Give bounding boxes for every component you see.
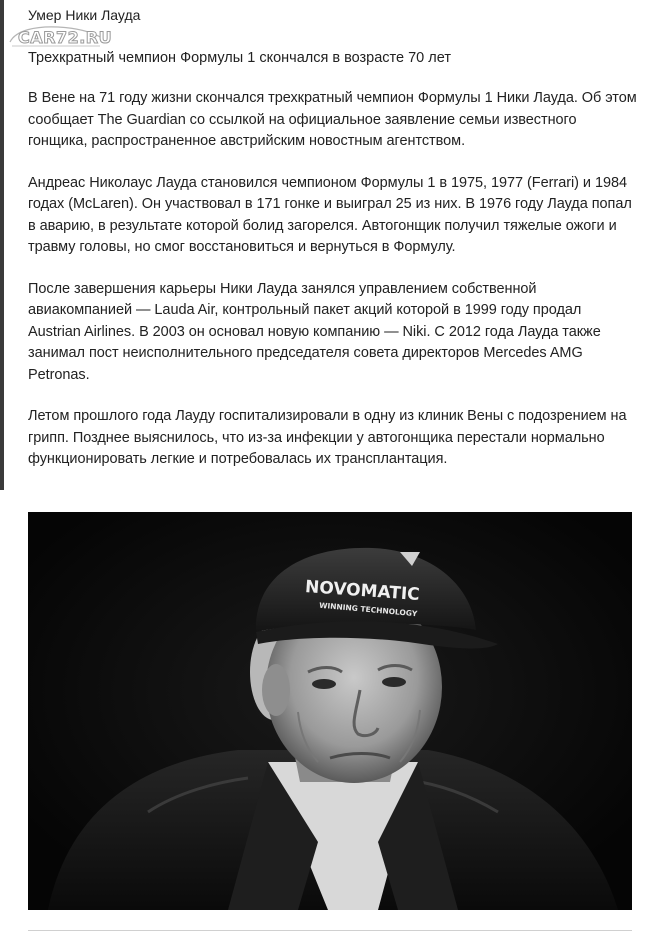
portrait-image	[28, 512, 632, 910]
article-paragraph-4: Летом прошлого года Лауду госпитализировали в одну из клиник Вены с подозрением на грипп. Позднее выяснилось, что из-за инфекции у автогонщика перестали нормально функционировать легкие и потребовалась их трансплантация.	[28, 408, 627, 467]
article-headline: Умер Ники Лауда	[28, 7, 141, 23]
cap-logo-text: NOVOMATIC	[304, 577, 421, 605]
divider	[28, 930, 632, 931]
watermark-text: CAR72.RU	[18, 28, 113, 47]
article-subtitle: Трехкратный чемпион Формулы 1 скончался в возрасте 70 лет	[28, 50, 451, 66]
article-paragraph-3: После завершения карьеры Ники Лауда занялся управлением собственной авиакомпанией — Lauda Air, контрольный пакет акций которой в 1999 году продал Austrian Airlines. В 2003 он основал новую компанию — Niki. С 2012 года Лауда также занимал пост неисполнительного председателя совета директоров Mercedes AMG Petronas.	[28, 280, 601, 383]
article-paragraph-2: Андреас Николаус Лауда становился чемпионом Формулы 1 в 1975, 1977 (Ferrari) и 1984 годах (McLaren). Он участвовал в 171 гонке и выиграл 25 из них. В 1976 году Лауда попал в аварию, в результате которой болид загорелся. Автогонщик получил тяжелые ожоги и травму головы, но смог восстановиться и вернуться в Формулу.	[28, 174, 632, 255]
article-paragraph-1: В Вене на 71 году жизни скончался трехкратный чемпион Формулы 1 Ники Лауда. Об этом сообщает The Guardian со ссылкой на официальное заявление семьи известного гонщика, распространенное австрийским новостным агентством.	[28, 90, 637, 149]
article-photo	[28, 512, 632, 910]
article	[28, 0, 638, 471]
left-border	[0, 0, 4, 490]
cap-tagline-text: WINNING TECHNOLOGY	[318, 600, 418, 619]
